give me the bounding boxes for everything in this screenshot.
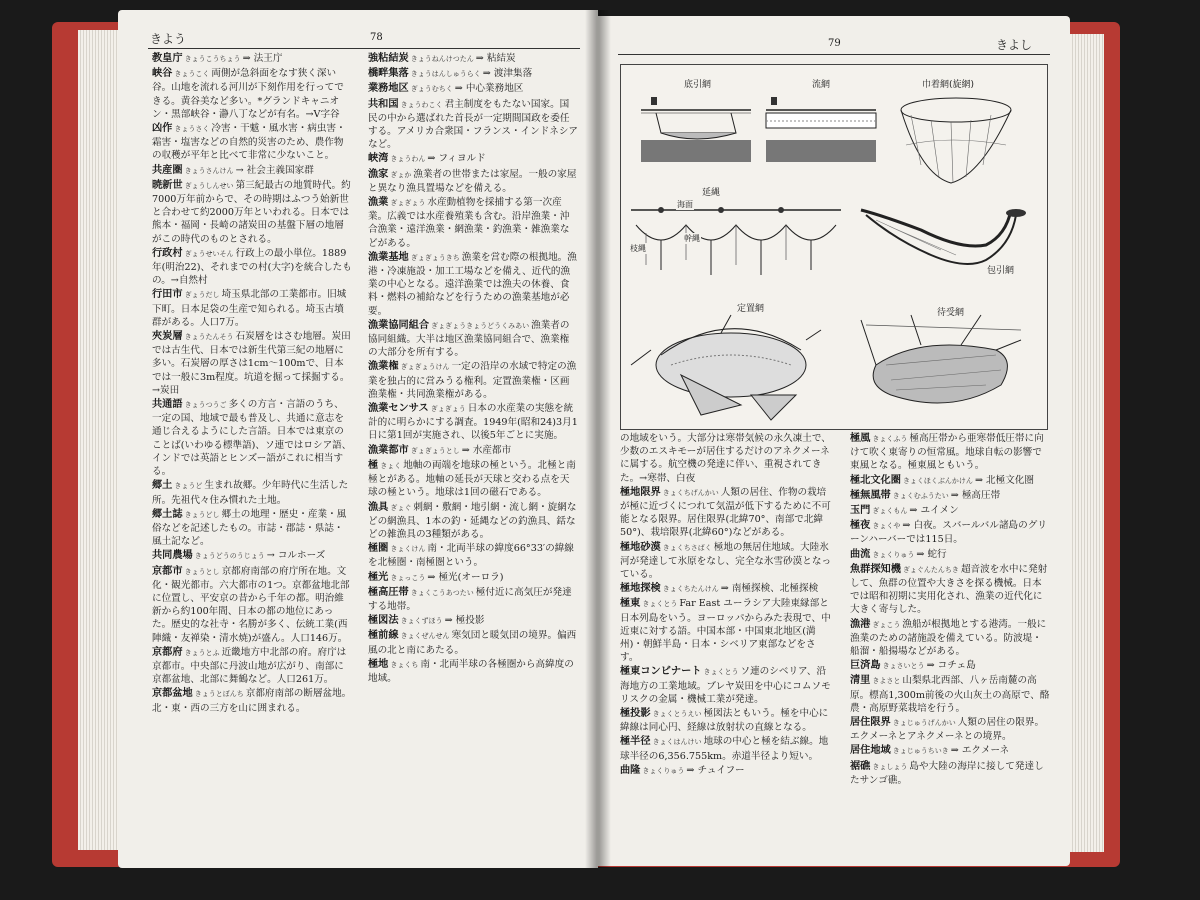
dictionary-entry: [368, 402, 578, 443]
entry-definition: ⇒ 北極文化圏: [974, 474, 1034, 486]
fishing-gear-figure: [620, 64, 1048, 430]
entry-headword: 裾礁: [850, 760, 871, 772]
entry-headword: 共通語: [152, 399, 183, 411]
entry-reading: きよさと: [872, 677, 901, 686]
dictionary-entry: [850, 760, 1050, 787]
dictionary-entry: [620, 597, 832, 664]
entry-definition: ⇒ 渡津集落: [482, 68, 533, 80]
entry-definition: 極地の無居住地域。大陸氷河が発達して氷原をなし、完全な氷雪砂漠となっている。: [620, 541, 832, 581]
entry-reading: きょくふう: [872, 435, 908, 443]
entry-definition: 超音波を水中に発射して、魚群の位置や大きさを探る機械。日本では昭和初期に実用化され、漁業の近代化に大きく寄与した。: [850, 563, 1048, 616]
dictionary-entry: [152, 687, 352, 714]
entry-definition: 漁業者の世帯または家屋。一般の家屋と異なり漁具置場などを備える。: [368, 168, 577, 194]
dictionary-entry: [368, 501, 578, 542]
book-gutter: [585, 10, 611, 868]
entry-headword: 京都盆地: [152, 688, 193, 700]
dictionary-entry: [152, 179, 352, 246]
entry-reading: きょうど: [174, 482, 203, 491]
right-page: [598, 16, 1070, 866]
set-net-drawing: [631, 315, 821, 420]
entry-reading: ぎょぎょうきち: [410, 253, 460, 262]
entry-headword: 教皇庁: [152, 53, 183, 64]
dictionary-entry: [850, 432, 1050, 473]
label-surrounding-net: 包引網: [986, 263, 1015, 276]
entry-reading: きょくけん: [390, 545, 426, 554]
entry-reading: ぎょうしんせい: [184, 181, 234, 190]
dictionary-entry: [368, 168, 578, 195]
left-header-rule: [148, 48, 580, 49]
dictionary-entry: [850, 504, 1050, 518]
entry-reading: ぎょうむちく: [410, 85, 453, 94]
entry-headword: 峡谷: [152, 68, 173, 80]
entry-definition: ⇒ 中心業務地区: [454, 83, 524, 95]
entry-definition: ⇒ ユイメン: [909, 505, 959, 517]
left-column-1: [152, 52, 352, 716]
dictionary-entry: [368, 658, 578, 685]
entry-headword: 郷土: [152, 480, 173, 492]
entry-headword: 漁業都市: [368, 444, 409, 456]
label-main-line: 幹縄: [684, 234, 700, 243]
label-purse-seine: 巾着網(旋網): [921, 77, 975, 90]
entry-definition: 極高圧帯から亜寒帯低圧帯に向けて吹く東寄りの恒常風。地球自転の影響で東風となる。極東風ともいう。: [850, 433, 1044, 472]
entry-headword: 漁業協同組合: [368, 319, 430, 331]
entry-reading: きょうとぼんち: [194, 690, 244, 699]
entry-headword: 極東: [620, 598, 641, 610]
entry-headword: 漁具: [368, 501, 389, 513]
entry-reading: きょくとう: [703, 668, 739, 677]
entry-reading: きょくはんけい: [652, 738, 702, 747]
entry-reading: ぎょぐ: [390, 503, 412, 512]
entry-headword: 橋畔集落: [368, 68, 409, 80]
entry-reading: ぎょぎょうとし: [410, 446, 460, 455]
longline-drawing: [631, 207, 841, 275]
entry-definition: 冷害・干魃・風水害・病虫害・霜害・塩害などの自然的災害のため、農作物の収穫が平年と比べて非常に少ないこと。: [152, 123, 346, 162]
entry-definition: ⇒ 粘結炭: [475, 53, 516, 64]
entry-reading: ぎょうだし: [184, 291, 220, 300]
entry-headword: 強粘結炭: [368, 53, 409, 64]
entry-reading: きょうさく: [174, 125, 210, 134]
dictionary-entry: [152, 288, 352, 329]
entry-reading: きょくずほう: [400, 617, 443, 626]
entry-reading: ぎょぎょう: [430, 405, 466, 414]
entry-headword: 凶作: [152, 123, 173, 135]
dictionary-entry: [620, 582, 832, 596]
dictionary-entry: [620, 707, 832, 734]
fishing-gear-illustration: [621, 65, 1047, 429]
dictionary-entry: [152, 122, 352, 163]
dictionary-entry: [152, 164, 352, 178]
entry-reading: きょうさんけん: [184, 166, 234, 175]
entry-reading: きょくち: [390, 660, 419, 669]
entry-headword: 極: [368, 459, 379, 471]
entry-definition: 行政上の最小単位。1889年(明治22)、それまでの村(大字)を統合したもの。→自然村: [152, 247, 352, 287]
dictionary-entry: [368, 571, 578, 585]
entry-headword: 漁業センサス: [368, 403, 429, 415]
dictionary-entry: [368, 152, 578, 166]
entry-headword: 極地: [368, 658, 389, 670]
left-page-number: 78: [370, 32, 383, 43]
dictionary-entry: [850, 744, 1050, 758]
drift-net-drawing: [766, 97, 876, 162]
entry-definition: 京都府南部の府庁所在地。文化・観光都市。六大都市の1つ。京都盆地北部に位置し、平安京の昔から千年の都。明治維新から約100年間、日本の都の地位にあった。歴史的な社寺・名勝が多く、伝統工業(西陣織・友禅染・清水焼)が盛ん。人口146万。: [152, 565, 350, 644]
entry-definition: ⇒ 南極探検、北極探検: [720, 583, 819, 595]
entry-headword: 極図法: [368, 615, 399, 627]
entry-reading: きょうわこく: [400, 100, 443, 109]
entry-headword: 漁家: [368, 168, 389, 180]
entry-definition: 水産動植物を採捕する第一次産業。広義では水産養殖業も含む。沿岸漁業・沖合漁業・遠洋漁業・網漁業・釣漁業・雑漁業などがある。: [368, 197, 570, 249]
entry-definition: ⇒ 法王庁: [242, 53, 283, 64]
dictionary-entry: [850, 519, 1050, 546]
entry-definition: 島や大陸の海岸に接して発達したサンゴ礁。: [850, 760, 1044, 786]
label-longline: 延縄: [701, 185, 721, 198]
entry-definition: 人類の居住の限界。エクメーネとアネクメーネとの境界。: [850, 717, 1045, 743]
entry-definition: ソ連のシベリア、沿海地方の工業地域。ブレヤ炭田を中心にコムソモリスクの金属・機械工業が発達。: [620, 666, 831, 705]
entry-definition: 君主制度をもたない国家。国民の中から選ばれた首長が一定期間国政を委任する。アメリカ合衆国・フランス・インドネシアなど。: [368, 98, 579, 151]
entry-definition: ⇒ 極光(オーロラ): [427, 571, 504, 583]
entry-headword: 業務地区: [368, 83, 409, 95]
right-page-number: 79: [828, 38, 841, 49]
label-drift-net: 流網: [811, 77, 831, 90]
entry-headword: 漁業: [368, 197, 389, 209]
entry-definition: ⇒ 極高圧帯: [950, 489, 1001, 501]
entry-definition: 漁船が根拠地とする港湾。一般に漁業のための諸施設を備えている。防波堤・船溜・船揚場などがある。: [850, 618, 1047, 658]
left-page: [118, 10, 598, 868]
entry-headword: 漁業権: [368, 361, 399, 373]
entry-reading: きょうわん: [390, 155, 426, 164]
dictionary-entry: [620, 735, 832, 762]
entry-definition: 地軸の両端を地球の極という。北極と南極とがある。地軸の延長が天球と交わる点を天球の極という。地球は1回の磁石である。: [368, 459, 576, 499]
entry-definition: 山梨県北西部、八ヶ岳南麓の高原。標高1,300m前後の火山灰土の高原で、酪農・高原野菜栽培を行う。: [850, 675, 1050, 714]
entry-definition: 寒気団と暖気団の境界。偏西風の北と南にあたる。: [368, 630, 577, 656]
dictionary-entry: [152, 646, 352, 687]
entry-headword: 曲流: [850, 548, 871, 560]
entry-definition: 南・北両半球の緯度66°33′の緯線を北極圏・南極圏という。: [368, 543, 574, 569]
dictionary-entry: [368, 614, 578, 628]
entry-headword: 漁港: [850, 618, 871, 630]
entry-reading: きょくや: [872, 522, 901, 531]
dictionary-entry: [368, 196, 578, 250]
entry-definition: 極付近に高気圧が発達する地帯。: [368, 586, 572, 612]
entry-headword: 共産圏: [152, 164, 183, 176]
entry-definition: 南・北両半球の各極圏から高緯度の地域。: [368, 658, 574, 684]
entry-headword: 居住限界: [850, 717, 891, 729]
entry-headword: 暁新世: [152, 179, 183, 191]
dictionary-entry: [620, 541, 832, 582]
entry-reading: きょうねんけつたん: [410, 55, 474, 63]
entry-headword: 極風: [850, 433, 871, 444]
entry-reading: きょくちたんけん: [662, 585, 719, 594]
entry-headword: 清里: [850, 675, 871, 687]
dictionary-entry: [368, 542, 578, 569]
entry-definition: 生まれ故郷。少年時代に生活した所。先祖代々住み慣れた土地。: [152, 480, 349, 506]
entry-reading: きょうとふ: [184, 648, 220, 657]
dictionary-entry: [368, 444, 578, 458]
entry-definition: 刺網・敷網・地引網・流し網・旋網などの網漁具、1本の釣・延縄などの釣漁具、銛などの雑漁具の3種類がある。: [368, 501, 577, 540]
entry-headword: 極地砂漠: [620, 541, 661, 553]
dictionary-entry: [152, 52, 352, 66]
dictionary-entry: [850, 659, 1050, 673]
entry-reading: きょくりゅう: [642, 766, 685, 775]
dictionary-entry: [368, 319, 578, 360]
entry-reading: ぎょか: [390, 170, 412, 179]
entry-reading: きょうはんしゅうらく: [410, 70, 481, 79]
trap-net-drawing: [861, 315, 1021, 403]
entry-headword: 夾炭層: [152, 331, 183, 343]
entry-headword: 漁業基地: [368, 251, 409, 263]
entry-definition: 地球の中心と極を結ぶ線。地球半径の6,356.755km。赤道半径より短い。: [620, 736, 829, 762]
entry-definition: Far East ユーラシア大陸東縁部と日本列島をいう。ヨーロッパからみた表現で、中近東に対する語。中国本部・中国東北地区(満州)・朝鮮半島・日本・シベリア東部などをさす。: [620, 598, 831, 664]
entry-definition: 多くの方言・言語のうち、一定の国、地域で最も普及し、共通に意志を通じ合えるようにした言語。日本では東京のことば(いわゆる標準語)、ソ連ではロシア語、インドでは英語とヒンズー語がこれに相当する。: [152, 399, 352, 478]
dictionary-entry: [368, 67, 578, 81]
entry-reading: きょくこうあつたい: [410, 588, 474, 597]
entry-reading: きょさいとう: [882, 662, 925, 671]
dictionary-entry: [850, 716, 1050, 743]
label-branch-line: 枝縄: [630, 244, 646, 253]
entry-definition: ⇒ 水産都市: [461, 444, 512, 456]
dictionary-entry: [152, 398, 352, 478]
entry-reading: きょうとし: [184, 567, 220, 576]
right-col1-lead-text: の地域をいう。大部分は寒帯気候の永久凍土で、少数のエスキモーが居住するだけのアネクメーネに属する。航空機の発達に伴い、重視されてきた。→寒帯、白夜: [620, 433, 831, 484]
entry-headword: 魚群探知機: [850, 563, 901, 575]
dictionary-entry: [152, 330, 352, 397]
entry-reading: きょじゅうげんかい: [892, 719, 956, 728]
entry-headword: 巨済島: [850, 660, 881, 672]
entry-headword: 極東コンビナート: [620, 666, 702, 678]
entry-headword: 極北文化圏: [850, 474, 901, 486]
entry-headword: 極地限界: [620, 486, 661, 498]
dictionary-entry: [850, 674, 1050, 715]
entry-reading: きょく: [380, 461, 402, 470]
entry-headword: 極夜: [850, 520, 871, 532]
dictionary-entry: [368, 251, 578, 318]
entry-reading: きょくりゅう: [872, 550, 915, 559]
entry-headword: 極地探検: [620, 583, 661, 595]
entry-reading: ぎょぐんたんちき: [902, 565, 959, 574]
dictionary-entry: [152, 247, 352, 288]
entry-definition: ⇒ 極投影: [444, 615, 485, 627]
label-bottom-trawl: 底引網: [683, 77, 712, 90]
entry-reading: きょうつうご: [184, 401, 227, 410]
entry-definition: 石炭層をはさむ地層。炭田では古生代、日本では新生代第三紀の地層に多い。石炭層の厚さは1cm〜100mで、日本では一般に3m程度。坑道を掘って採掘する。→炭田: [152, 331, 351, 396]
entry-headword: 行政村: [152, 247, 183, 259]
surrounding-net-drawing: [861, 209, 1026, 264]
entry-definition: 漁業を営む際の根拠地。漁港・冷凍施設・加工工場などを備え、近代的漁業の中心となる。遠洋漁業では漁夫の休養、食料・燃料の補給などを行うための漁業基地が必要。: [368, 251, 577, 317]
entry-headword: 郷土誌: [152, 508, 183, 520]
entry-reading: ぎょこう: [872, 620, 901, 629]
entry-reading: きょしょう: [872, 762, 908, 771]
entry-headword: 極圏: [368, 543, 389, 555]
dictionary-entry: [368, 360, 578, 401]
entry-reading: きょくとうえい: [652, 710, 702, 719]
entry-headword: 極前線: [368, 630, 399, 642]
dictionary-entry: [152, 508, 352, 549]
entry-definition: → 社会主義国家群: [235, 164, 314, 176]
dictionary-entry: [850, 563, 1050, 617]
entry-reading: きょうこく: [174, 70, 210, 79]
dictionary-entry: [850, 489, 1050, 503]
left-header-word: きよう: [150, 32, 187, 46]
entry-definition: ⇒ 白夜。スバールバル諸島のグリーンハーバーでは115日。: [850, 520, 1047, 546]
dictionary-entry: [368, 98, 578, 152]
entry-headword: 曲隆: [620, 764, 641, 776]
entry-definition: 漁業者の協同組織。大半は地区漁業協同組合で、漁業権の大部分を所有する。: [368, 319, 570, 359]
right-header-word: きよし: [996, 38, 1033, 52]
entry-reading: ぎょくもん: [872, 507, 908, 516]
dictionary-entry: [850, 474, 1050, 488]
dictionary-entry: [152, 479, 352, 506]
entry-definition: 一定の沿岸の水域で特定の漁業を独占的に営みうる権利。定置漁業権・区画漁業権・共同漁業権がある。: [368, 361, 577, 400]
entry-headword: 極投影: [620, 708, 651, 720]
entry-reading: ぎょぎょうきょうどうくみあい: [431, 321, 530, 330]
entry-definition: 近畿地方中北部の府。府庁は京都市。中央部に丹波山地が広がり、南部に京都盆地、北部に舞鶴など。人口261万。: [152, 646, 347, 686]
entry-definition: 両側が急斜面をなす狭く深い谷。山地を流れる河川が下刻作用を行ってできる。黄谷美など多い。*グランドキャニオン・黒部峡谷・瀞八丁などが有名。→V字谷: [152, 68, 344, 120]
dictionary-entry: [620, 486, 832, 540]
dictionary-entry: [368, 629, 578, 656]
entry-reading: きょくちさばく: [662, 543, 712, 552]
dictionary-entry: [368, 586, 578, 613]
entry-definition: ⇒ チュイフー: [686, 764, 745, 776]
entry-headword: 居住地域: [850, 745, 891, 757]
entry-reading: ぎょぎょうけん: [400, 363, 450, 372]
entry-headword: 共同農場: [152, 550, 193, 562]
entry-headword: 共和国: [368, 98, 399, 110]
entry-reading: きょうたんそう: [184, 333, 234, 342]
entry-headword: 玉門: [850, 505, 871, 517]
entry-headword: 極光: [368, 571, 389, 583]
dictionary-entry: [368, 82, 578, 96]
entry-headword: 極無風帯: [850, 489, 891, 501]
entry-headword: 峡湾: [368, 153, 389, 165]
entry-definition: 京都府南部の断層盆地。北・東・西の三方を山に囲まれる。: [152, 688, 352, 714]
entry-headword: 京都市: [152, 565, 183, 577]
entry-reading: きょくとう: [642, 600, 678, 609]
dictionary-entry: [620, 665, 832, 706]
entry-reading: ぎょぎょう: [390, 199, 426, 208]
entry-reading: きょっこう: [390, 573, 426, 582]
page-edges-right: [1066, 34, 1104, 852]
right-column-2: [850, 432, 1050, 788]
entry-definition: → コルホーズ: [266, 550, 326, 562]
entry-reading: きょくぜんせん: [400, 632, 450, 641]
dictionary-entry: [152, 549, 352, 563]
dictionary-entry: [850, 548, 1050, 562]
entry-reading: きょじゅうちいき: [892, 747, 949, 756]
entry-reading: きょくちげんかい: [662, 488, 719, 497]
entry-definition: 埼玉県北部の工業都市。旧城下町。日本足袋の生産で知られる。埼玉古墳群がある。人口7万。: [152, 289, 347, 328]
entry-definition: 日本の水産業の実態を統計的に明らかにする調査。1949年(昭和24)3月1日に第1回が実施され、以後5年ごとに実施。: [368, 403, 578, 442]
left-column-2: [368, 52, 578, 686]
entry-reading: ぎょうせいそん: [184, 249, 234, 258]
dictionary-entry: [368, 459, 578, 500]
entry-definition: 極図法ともいう。極を中心に緯線は同心円、経線は放射状の直線となる。: [620, 708, 829, 734]
entry-reading: きょうどし: [184, 510, 220, 519]
right-header-rule: [618, 54, 1050, 55]
right-column-1: [620, 432, 832, 779]
entry-definition: 人類の居住、作物の栽培が極に近づくにつれて気温が低下するために不可能となる限界。居住限界(北緯70°、南部で北緯50°)、栽培限界(北緯60°)などがある。: [620, 486, 831, 539]
dictionary-entry: [368, 52, 578, 66]
label-trap-net: 待受網: [936, 305, 965, 318]
label-set-net: 定置網: [736, 301, 765, 314]
entry-headword: 京都府: [152, 646, 183, 658]
dictionary-entry: [850, 618, 1050, 659]
dictionary-entry: [152, 67, 352, 121]
entry-reading: きょうどうのうじょう: [194, 552, 265, 561]
entry-definition: ⇒ 蛇行: [916, 548, 947, 560]
dictionary-entry: [620, 764, 832, 778]
entry-reading: きょくほくぶんかけん: [902, 476, 973, 485]
dictionary-entry: [152, 565, 352, 645]
entry-reading: きょうこうちょう: [184, 55, 241, 63]
bottom-trawl-drawing: [641, 97, 751, 162]
label-sea-surface: 海面: [677, 200, 693, 209]
entry-definition: ⇒ エクメーネ: [950, 745, 1010, 757]
entry-headword: 行田市: [152, 289, 183, 301]
entry-headword: 極高圧帯: [368, 586, 409, 598]
purse-seine-drawing: [901, 98, 1011, 183]
entry-headword: 極半径: [620, 736, 651, 748]
entry-reading: きょくむふうたい: [892, 491, 949, 500]
entry-definition: ⇒ コチェ島: [926, 660, 976, 672]
entry-definition: 郷土の地理・歴史・産業・風俗などを記述したもの。市誌・郡誌・県誌・風土記など。: [152, 508, 347, 548]
entry-definition: ⇒ フィヨルド: [427, 153, 486, 165]
entry-definition: 第三紀最古の地質時代。約7000万年前からで、その時期はふつう始新世と合わせて約2000万年といわれる。日本では熊本・福岡・長崎の諸炭田の基盤下層の地層がこの時代のものとされる。: [152, 179, 351, 245]
